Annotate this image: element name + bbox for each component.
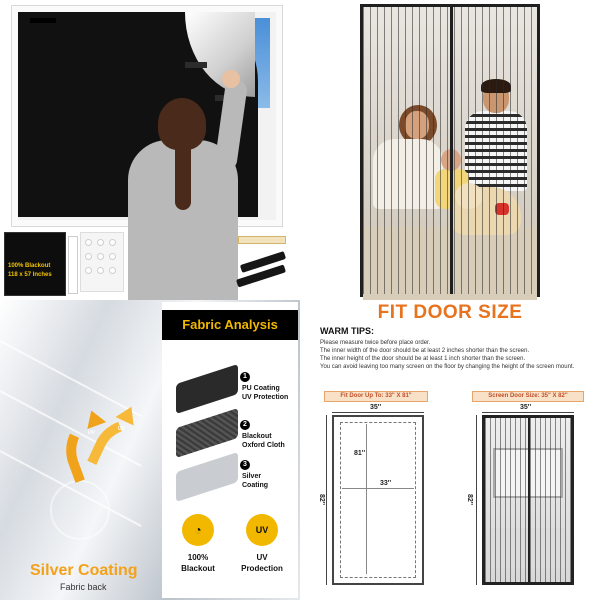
tip-line: Please measure twice before place order. <box>320 340 431 346</box>
dimension-line <box>326 415 327 585</box>
sticker-dot <box>85 267 92 274</box>
door-opening-outline <box>340 422 416 578</box>
fabric-analysis-title: Fabric Analysis <box>162 310 298 340</box>
sticker-dot <box>109 267 116 274</box>
blackout-product-tile <box>0 0 300 300</box>
package-label <box>8 262 63 280</box>
opening-height-dimension: 81'' <box>354 450 366 457</box>
magnetic-seam <box>450 7 453 294</box>
layer-description <box>242 384 298 402</box>
silver-coating-title: Silver Coating <box>30 562 138 579</box>
screen-door-size-label: Screen Door Size: 35" X 82" <box>472 391 584 402</box>
layer-description <box>242 432 298 450</box>
layer-number-badge: 3 <box>240 460 250 470</box>
adhesive-strip <box>185 62 207 68</box>
screen-height-dimension: 82'' <box>466 493 474 506</box>
woman-hand <box>222 70 240 88</box>
layer-line: Silver <box>242 473 262 480</box>
magnetic-seam <box>528 418 530 582</box>
pu-coating-layer <box>176 364 238 414</box>
fit-door-size-tile <box>300 300 600 600</box>
opening-width-dimension: 33'' <box>380 480 392 487</box>
layer-number-badge: 1 <box>240 372 250 382</box>
uv-shield-icon: UV <box>246 514 278 546</box>
sticker-sheet <box>80 232 124 292</box>
sticker-dot <box>97 239 104 246</box>
package-label-line: 118 x 57 Inches <box>8 272 52 278</box>
uv-arrow-label: UV <box>88 430 95 436</box>
fit-door-size-title: FIT DOOR SIZE <box>377 302 523 323</box>
woman-ponytail <box>175 140 191 210</box>
feature-line: 100% <box>187 553 209 562</box>
dimension-line <box>476 415 477 585</box>
dimension-line <box>332 412 424 413</box>
tip-line: The inner width of the door should be at least 2 inches shorter than the screen. <box>320 348 530 354</box>
warm-tips-title: WARM TIPS: <box>320 326 374 336</box>
frame-height-dimension: 82'' <box>318 493 326 506</box>
screen-door-diagram <box>482 415 574 585</box>
feature-line: UV <box>256 553 268 562</box>
dimension-line <box>482 412 574 413</box>
layer-number-badge: 2 <box>240 420 250 430</box>
dimension-line <box>342 488 414 489</box>
sticker-dot <box>109 253 116 260</box>
layer-line: Coating <box>242 482 269 489</box>
tip-line: The inner height of the door should be at least 1 inch shorter than the screen. <box>320 356 526 362</box>
eye-closed-icon: ◔ <box>182 514 214 546</box>
sticker-dot <box>97 253 104 260</box>
package-label-line: 100% Blackout <box>8 263 51 269</box>
fabric-analysis-tile <box>0 300 300 600</box>
oxford-cloth-layer <box>176 408 238 458</box>
layer-line: PU Coating <box>242 385 280 392</box>
uv-arrow-label: UV <box>118 426 125 432</box>
silver-coating-layer <box>176 452 238 502</box>
sticker-dot <box>109 239 116 246</box>
dimension-line <box>366 424 367 574</box>
feature-line: Blackout <box>181 564 215 573</box>
uv-reflection-icon <box>50 480 110 540</box>
screen-door-frame <box>360 4 540 297</box>
sticker-dot <box>85 239 92 246</box>
layer-line: Blackout <box>242 433 272 440</box>
frame-width-dimension: 35'' <box>370 404 382 411</box>
feature-label <box>168 552 228 574</box>
silver-coating-subtitle: Fabric back <box>60 582 107 592</box>
fit-door-label: Fit Door Up To: 33" X 81" <box>324 391 428 402</box>
feature-label <box>232 552 292 574</box>
screen-width-dimension: 35'' <box>520 404 532 411</box>
screen-door-tile <box>300 0 600 300</box>
instruction-booklet <box>68 236 78 294</box>
fabric-analysis-panel <box>162 302 298 598</box>
sticker-dot <box>97 267 104 274</box>
layer-line: Oxford Cloth <box>242 442 285 449</box>
layer-line: UV Protection <box>242 394 289 401</box>
tape-measure <box>238 236 286 244</box>
sticker-dot <box>85 253 92 260</box>
layer-description <box>242 472 298 490</box>
adhesive-strip <box>30 18 56 23</box>
tip-line: You can avoid leaving too many screen on the floor by changing the height of the screen mount. <box>320 364 575 370</box>
feature-line: Prodection <box>241 564 283 573</box>
